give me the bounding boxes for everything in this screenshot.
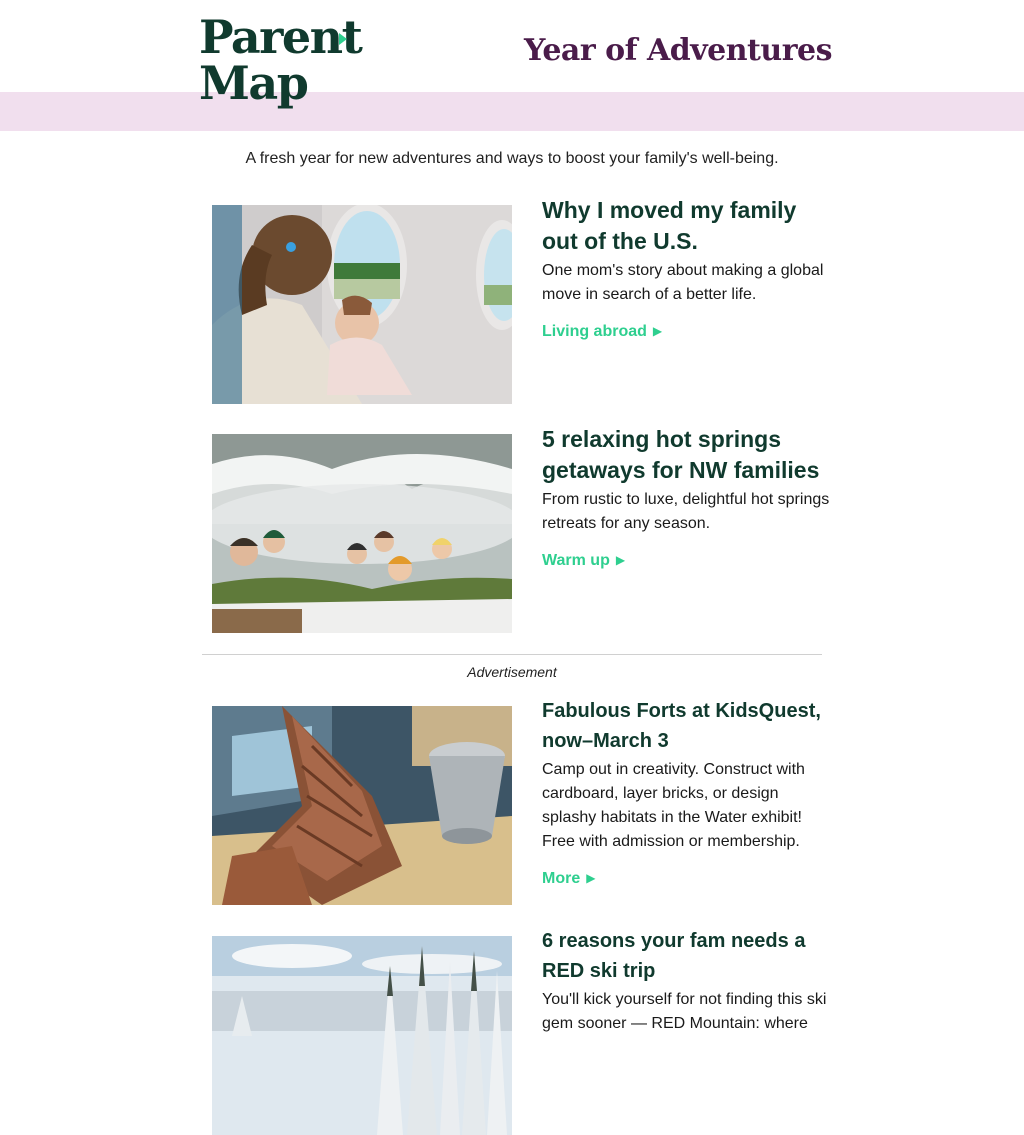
snowy-trees-photo[interactable] bbox=[212, 936, 512, 1135]
parentmap-logo[interactable] bbox=[199, 10, 362, 110]
cta-label: Warm up bbox=[542, 552, 610, 569]
section-divider bbox=[202, 654, 822, 655]
logo-play-icon bbox=[339, 33, 347, 45]
edition-title: Year of Adventures bbox=[524, 33, 832, 68]
play-arrow-icon: ▶ bbox=[615, 553, 626, 567]
article-blurb: One mom's story about making a global move in search of a better life. bbox=[542, 262, 824, 303]
promo-blurb: Camp out in creativity. Construct with cardboard, layer bricks, or design splashy habitats in the Water exhibit! Free with admission or membership. bbox=[542, 761, 805, 850]
email-header bbox=[0, 0, 1024, 92]
cta-label: Living abroad bbox=[542, 323, 647, 340]
promo-blurb: You'll kick yourself for not finding this ski gem sooner — RED Mountain: where bbox=[542, 991, 827, 1032]
airplane-window-photo[interactable] bbox=[212, 205, 512, 404]
promo-headline[interactable]: 6 reasons your fam needs a RED ski trip bbox=[542, 930, 806, 982]
play-arrow-icon: ▶ bbox=[586, 871, 596, 885]
logo-line-1: Parent bbox=[199, 10, 362, 64]
logo-line-2: Map bbox=[199, 56, 308, 110]
promo-headline[interactable]: Fabulous Forts at KidsQuest, now–March 3 bbox=[542, 700, 821, 752]
more-link[interactable] bbox=[542, 870, 595, 888]
play-arrow-icon: ▶ bbox=[652, 324, 663, 338]
article-headline[interactable]: Why I moved my family out of the U.S. bbox=[542, 197, 797, 254]
intro-text: A fresh year for new adventures and ways to boost your family's well-being. bbox=[245, 150, 779, 167]
article-blurb: From rustic to luxe, delightful hot springs retreats for any season. bbox=[542, 491, 830, 532]
header-band bbox=[0, 92, 1024, 131]
hot-springs-photo[interactable] bbox=[212, 434, 512, 633]
cta-label: More bbox=[542, 870, 581, 887]
living-abroad-link[interactable] bbox=[542, 323, 662, 341]
warm-up-link[interactable] bbox=[542, 552, 625, 570]
advertisement-label: Advertisement bbox=[467, 664, 557, 680]
brick-fort-photo[interactable] bbox=[212, 706, 512, 905]
article-headline[interactable]: 5 relaxing hot springs getaways for NW families bbox=[542, 426, 820, 483]
